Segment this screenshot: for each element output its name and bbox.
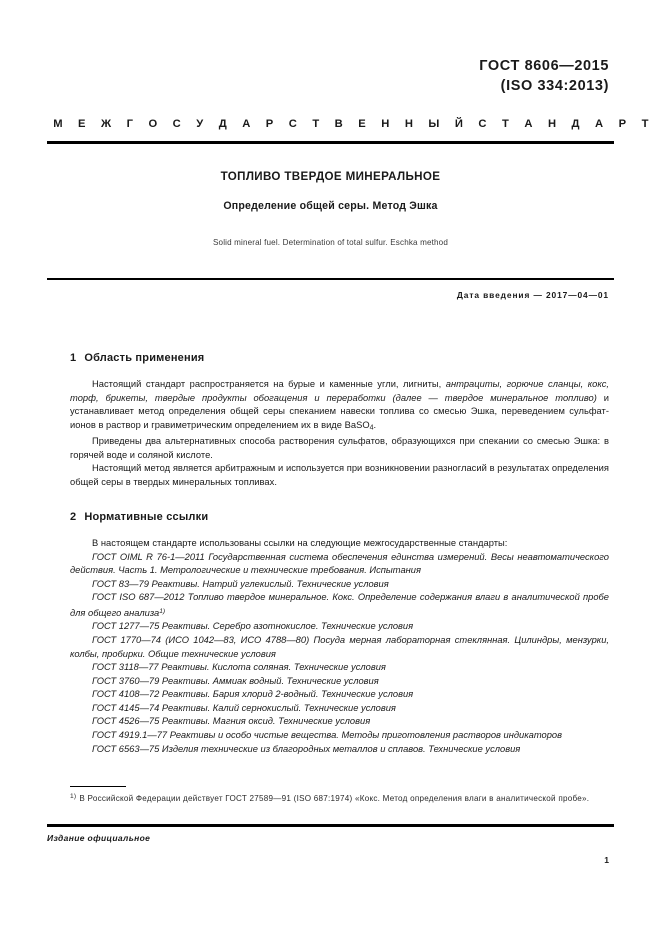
reference-code: ГОСТ OIML R 76-1—2011 — [92, 551, 205, 562]
footnote — [47, 790, 609, 805]
section-1-paragraph-2: Приведены два альтернативных способа растворения сульфатов, образующихся при спекании со смесью Эшка: в горячей воде и соляной кислоте. — [70, 435, 609, 460]
reference-item — [70, 634, 609, 661]
reference-code: ГОСТ 6563—75 — [92, 743, 160, 754]
footnote-marker: 1) — [70, 793, 77, 800]
standard-code-block — [479, 56, 609, 96]
reference-code: ГОСТ 4108—72 — [92, 689, 160, 700]
p1-part-b: и устанавливает метод определения общей серы спеканием навески топлива со смесью Эшка, переведением сульфат-ионов в раствор и гравиметрическим определением их в виде BaSO — [70, 392, 609, 430]
p1-part-a: Настоящий стандарт распространяется на бурые и каменные угли, лигниты, — [92, 379, 446, 389]
p1-part-c: . — [373, 419, 377, 430]
reference-code: ГОСТ 4145—74 — [92, 702, 160, 713]
iso-equivalent-code: (ISO 334:2013) — [500, 78, 609, 94]
reference-item — [70, 715, 609, 729]
reference-title: Реактивы. Кислота соляная. Технические условия — [161, 662, 386, 673]
reference-title: Реактивы. Магния оксид. Технические условия — [161, 716, 371, 727]
footnote-marker-ref: 1) — [159, 607, 166, 615]
reference-code: ГОСТ 3118—77 — [92, 662, 159, 673]
reference-title: Реактивы и особо чистые вещества. Методы приготовления растворов индикаторов — [169, 730, 562, 741]
header-divider-rule — [47, 141, 614, 144]
reference-item — [70, 620, 609, 634]
section-1-heading — [70, 352, 204, 364]
reference-item — [70, 661, 609, 675]
p1-subscript: 4 — [369, 424, 374, 432]
footer-divider-rule — [47, 824, 614, 827]
footnote-text: В Российской Федерации действует ГОСТ 27589—91 (ISO 687:1974) «Кокс. Метод определения влаги в аналитической пробе». — [79, 793, 590, 803]
reference-item — [70, 551, 609, 578]
reference-item — [70, 688, 609, 702]
english-title: Solid mineral fuel. Determination of total sulfur. Eschka method — [213, 238, 448, 247]
reference-code: ГОСТ 83—79 — [92, 578, 149, 589]
standard-code: ГОСТ 8606—2015 — [479, 58, 609, 74]
reference-code: ГОСТ 1770—74 (ИСО 1042—83, ИСО 4788—80) — [92, 634, 310, 645]
title-divider-rule — [47, 278, 614, 280]
effective-date: Дата введения — 2017—04—01 — [456, 290, 609, 300]
section-2-heading — [70, 511, 208, 523]
page-number: 1 — [604, 855, 609, 865]
reference-title: Реактивы. Бария хлорид 2-водный. Технические условия — [161, 689, 414, 700]
reference-item — [70, 702, 609, 716]
section-1-number: 1 — [70, 352, 77, 364]
reference-title: Изделия технические из благородных металлов и сплавов. Технические условия — [161, 743, 521, 754]
reference-item — [70, 578, 609, 592]
official-edition-note: Издание официальное — [47, 833, 151, 843]
reference-title: Реактивы. Аммиак водный. Технические условия — [161, 675, 379, 686]
reference-title: Реактивы. Калий сернокислый. Технические условия — [161, 702, 396, 713]
reference-code: ГОСТ 3760—79 — [92, 675, 160, 686]
reference-item — [70, 729, 609, 743]
reference-code: ГОСТ ISO 687—2012 — [92, 592, 185, 603]
reference-code: ГОСТ 1277—75 — [92, 621, 160, 632]
p1-italic-1: антрациты, горючие сланцы, кокс, торф, брикеты, твердые продукты обогащения и переработки (далее — твердое минеральное топливо) — [70, 379, 610, 403]
reference-title: Реактивы. Серебро азотнокислое. Технические условия — [161, 621, 414, 632]
section-1-body — [70, 378, 609, 489]
reference-title: Топливо твердое минеральное. Кокс. Определение содержания влаги в аналитической пробе для общего анализа — [70, 592, 609, 618]
reference-code: ГОСТ 4526—75 — [92, 716, 160, 727]
page-subtitle: Определение общей серы. Метод Эшка — [223, 200, 438, 212]
section-2-title: Нормативные ссылки — [84, 511, 209, 523]
section-2-intro: В настоящем стандарте использованы ссылки на следующие межгосударственные стандарты: — [92, 538, 508, 548]
reference-title: Государственная система обеспечения единства измерений. Весы неавтоматического действия. Часть 1. Метрологические и технические требования. Испытания — [70, 551, 609, 576]
reference-code: ГОСТ 4919.1—77 — [92, 730, 168, 741]
section-1-title: Область применения — [84, 352, 205, 364]
reference-item — [70, 591, 609, 620]
section-2-body — [70, 537, 609, 756]
section-1-paragraph-1 — [70, 378, 609, 435]
page-title: ТОПЛИВО ТВЕРДОЕ МИНЕРАЛЬНОЕ — [220, 170, 441, 183]
reference-title: Реактивы. Натрий углекислый. Технические условия — [151, 578, 389, 589]
reference-title: Посуда мерная лабораторная стеклянная. Цилиндры, мензурки, колбы, пробирки. Общие технические условия — [70, 634, 609, 659]
section-2-number: 2 — [70, 511, 77, 523]
document-class-banner: М Е Ж Г О С У Д А Р С Т В Е Н Н Ы Й С Т А Н Д А Р Т — [53, 118, 655, 130]
section-1-paragraph-3: Настоящий метод является арбитражным и используется при возникновении разногласий в результатах определения общей серы в твердых минеральных топливах. — [70, 463, 609, 487]
footnote-separator-rule — [70, 786, 126, 787]
reference-item — [70, 675, 609, 689]
reference-item — [70, 743, 609, 757]
